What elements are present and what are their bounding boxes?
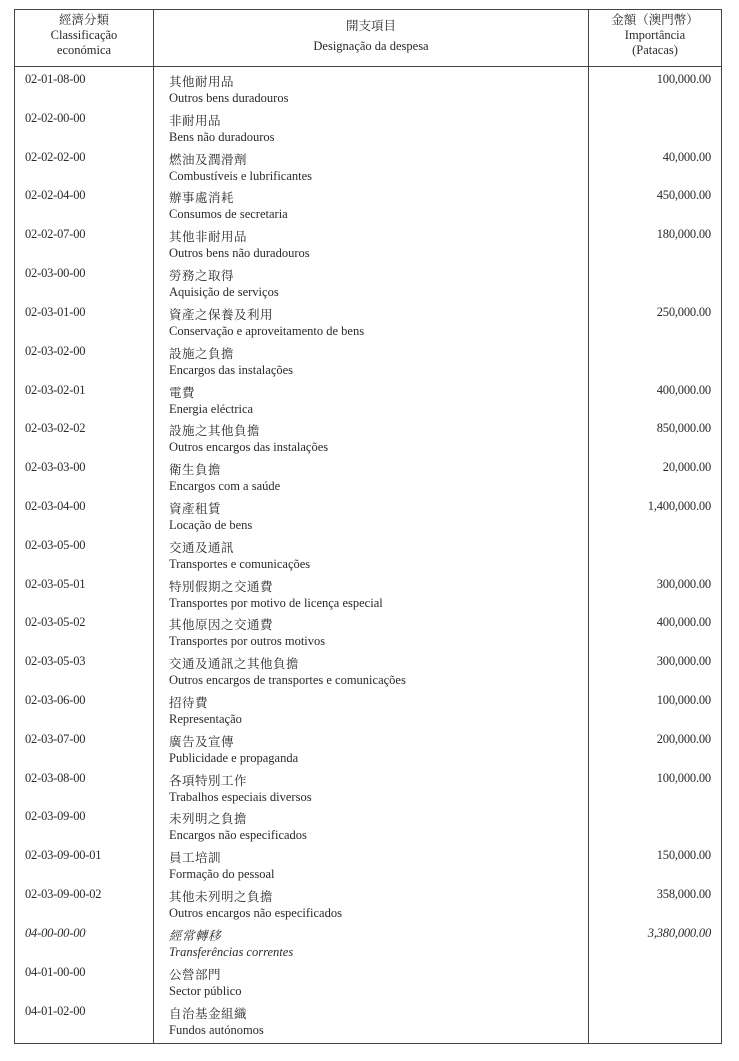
row-designation-zh: 交通及通訊 (169, 540, 235, 555)
row-amount: 300,000.00 (656, 654, 711, 669)
table-row (15, 652, 721, 691)
table-row (15, 419, 721, 458)
row-designation-zh: 衛生負擔 (169, 463, 222, 478)
row-designation-pt: Energia eléctrica (169, 401, 254, 416)
header-classification-pt: Classificação (50, 28, 118, 42)
row-designation-pt: Encargos com a saúde (169, 479, 281, 494)
row-code: 02-02-04-00 (25, 188, 86, 203)
row-amount: 100,000.00 (656, 693, 711, 707)
row-designation-pt: Outros encargos das instalações (169, 440, 329, 455)
row-amount: 850,000.00 (656, 421, 711, 436)
row-designation-zh: 其他原因之交通費 (169, 618, 274, 633)
row-designation-zh: 廣告及宣傳 (169, 734, 235, 749)
table-row (15, 769, 721, 808)
row-amount: 400,000.00 (656, 382, 711, 397)
row-code: 02-02-07-00 (25, 227, 86, 242)
row-designation-pt: Outros encargos de transportes e comunicações (169, 673, 406, 688)
row-designation-pt: Aquisição de serviços (169, 285, 279, 300)
table-row (15, 342, 721, 381)
row-designation-zh: 非耐用品 (169, 113, 222, 128)
row-code: 02-03-09-00 (25, 809, 86, 824)
row-designation-pt: Conservação e aproveitamento de bens (169, 323, 365, 338)
header-classification-zh: 經濟分類 (58, 13, 109, 27)
row-code: 02-03-05-03 (25, 654, 86, 669)
row-amount: 180,000.00 (656, 227, 711, 242)
row-designation-zh: 其他未列明之負擔 (169, 890, 274, 905)
row-designation-pt: Publicidade e propaganda (169, 750, 299, 765)
row-designation-zh: 各項特別工作 (169, 773, 248, 788)
row-designation-zh: 其他非耐用品 (169, 230, 248, 245)
row-designation-zh: 電費 (169, 385, 196, 400)
row-designation-pt: Transportes por outros motivos (169, 634, 326, 649)
row-code: 02-01-08-00 (25, 72, 86, 86)
row-code: 02-03-02-01 (25, 382, 86, 397)
row-code: 02-03-04-00 (25, 498, 86, 513)
table-row (15, 109, 721, 148)
row-amount: 400,000.00 (656, 615, 711, 630)
table-row (15, 186, 721, 225)
header-amount-unit: (Patacas) (632, 43, 678, 57)
row-designation-pt: Outros encargos não especificados (169, 906, 342, 921)
table-row-total (15, 924, 721, 963)
table-row (15, 885, 721, 924)
table-row (15, 613, 721, 652)
row-code: 02-03-09-00-02 (25, 887, 102, 902)
row-amount: 300,000.00 (656, 576, 711, 591)
table-row (15, 303, 721, 342)
table-row (15, 225, 721, 264)
row-designation-zh: 公營部門 (169, 967, 222, 982)
header-classification-pt-2: económica (56, 43, 112, 57)
row-amount: 200,000.00 (656, 731, 711, 746)
row-code: 02-03-01-00 (25, 304, 86, 319)
row-amount: 100,000.00 (656, 770, 711, 785)
table-row (15, 148, 721, 187)
row-amount: 100,000.00 (656, 72, 711, 86)
budget-table (14, 9, 722, 1044)
row-designation-zh: 特別假期之交通費 (169, 579, 274, 594)
row-designation-pt: Formação do pessoal (169, 867, 275, 882)
row-designation-pt: Representação (169, 712, 242, 726)
row-designation-zh: 燃油及潤滑劑 (169, 152, 248, 167)
table-row (15, 458, 721, 497)
row-amount: 358,000.00 (656, 887, 711, 902)
table-row (15, 381, 721, 420)
row-designation-pt: Transportes e comunicações (169, 556, 311, 571)
row-designation-zh: 設施之負擔 (169, 346, 235, 361)
row-amount: 150,000.00 (656, 848, 711, 863)
table-row (15, 730, 721, 769)
row-code: 02-03-07-00 (25, 731, 86, 746)
row-code: 02-03-02-00 (25, 343, 86, 358)
header-amount (589, 13, 721, 65)
row-designation-pt: Combustíveis e lubrificantes (169, 168, 313, 183)
row-designation-pt: Consumos de secretaria (169, 207, 288, 222)
table-row (15, 846, 721, 885)
row-designation-pt: Bens não duradouros (169, 129, 275, 144)
row-designation-pt: Locação de bens (169, 517, 253, 532)
row-code: 02-03-08-00 (25, 770, 86, 785)
row-designation-zh: 交通及通訊之其他負擔 (169, 657, 300, 672)
row-code: 04-01-00-00 (25, 964, 86, 979)
row-designation-zh: 設施之其他負擔 (169, 424, 261, 439)
row-code: 02-02-02-00 (25, 149, 86, 164)
row-amount: 40,000.00 (662, 149, 711, 164)
row-designation-zh: 經常轉移 (169, 928, 222, 943)
row-designation-pt: Transferências correntes (169, 944, 294, 959)
table-row (15, 807, 721, 846)
row-amount: 1,400,000.00 (647, 498, 711, 513)
table-row (15, 575, 721, 614)
header-designation-zh: 開支項目 (345, 19, 396, 33)
row-designation-pt: Fundos autónomos (169, 1022, 264, 1037)
row-designation-pt: Trabalhos especiais diversos (169, 789, 312, 804)
header-amount-pt: Importância (624, 28, 686, 42)
header-amount-zh: 金額（澳門幣） (611, 13, 699, 27)
table-row (15, 691, 721, 730)
table-row (15, 1002, 721, 1041)
row-designation-zh: 勞務之取得 (169, 269, 235, 284)
row-designation-zh: 未列明之負擔 (169, 812, 248, 827)
row-code: 02-02-00-00 (25, 110, 86, 125)
header-divider (15, 66, 721, 67)
row-code: 02-03-05-00 (25, 537, 86, 552)
row-designation-pt: Outros bens não duradouros (169, 246, 310, 261)
header-classification (15, 13, 153, 65)
row-code: 02-03-03-00 (25, 460, 86, 475)
row-code: 02-03-05-01 (25, 576, 86, 591)
row-code: 02-03-09-00-01 (25, 848, 102, 863)
row-amount: 250,000.00 (656, 304, 711, 319)
row-designation-pt: Transportes por motivo de licença especial (169, 595, 383, 610)
row-code: 04-00-00-00 (25, 925, 86, 940)
row-designation-pt: Encargos das instalações (169, 362, 294, 377)
header-designation-pt: Designação da despesa (313, 39, 429, 53)
table-row (15, 497, 721, 536)
row-designation-zh: 其他耐用品 (169, 75, 235, 89)
header-designation (154, 13, 588, 65)
table-body (15, 70, 721, 1040)
row-code: 02-03-02-02 (25, 421, 86, 436)
row-designation-pt: Outros bens duradouros (169, 91, 289, 105)
row-designation-pt: Encargos não especificados (169, 828, 307, 843)
row-designation-zh: 辦事處消耗 (169, 191, 235, 206)
row-code: 04-01-02-00 (25, 1003, 86, 1018)
row-designation-zh: 資產租賃 (169, 501, 222, 516)
row-code: 02-03-00-00 (25, 266, 86, 281)
table-row (15, 70, 721, 109)
row-amount: 20,000.00 (662, 460, 711, 475)
table-row (15, 264, 721, 303)
table-row (15, 963, 721, 1002)
row-amount: 3,380,000.00 (647, 925, 711, 940)
row-designation-zh: 招待費 (169, 696, 209, 710)
table-row (15, 536, 721, 575)
row-designation-zh: 資產之保養及利用 (169, 307, 274, 322)
row-designation-pt: Sector público (169, 983, 242, 998)
row-code: 02-03-05-02 (25, 615, 86, 630)
row-designation-zh: 自治基金組織 (169, 1006, 248, 1021)
row-amount: 450,000.00 (656, 188, 711, 203)
row-designation-zh: 員工培訓 (169, 851, 222, 866)
row-code: 02-03-06-00 (25, 693, 86, 707)
